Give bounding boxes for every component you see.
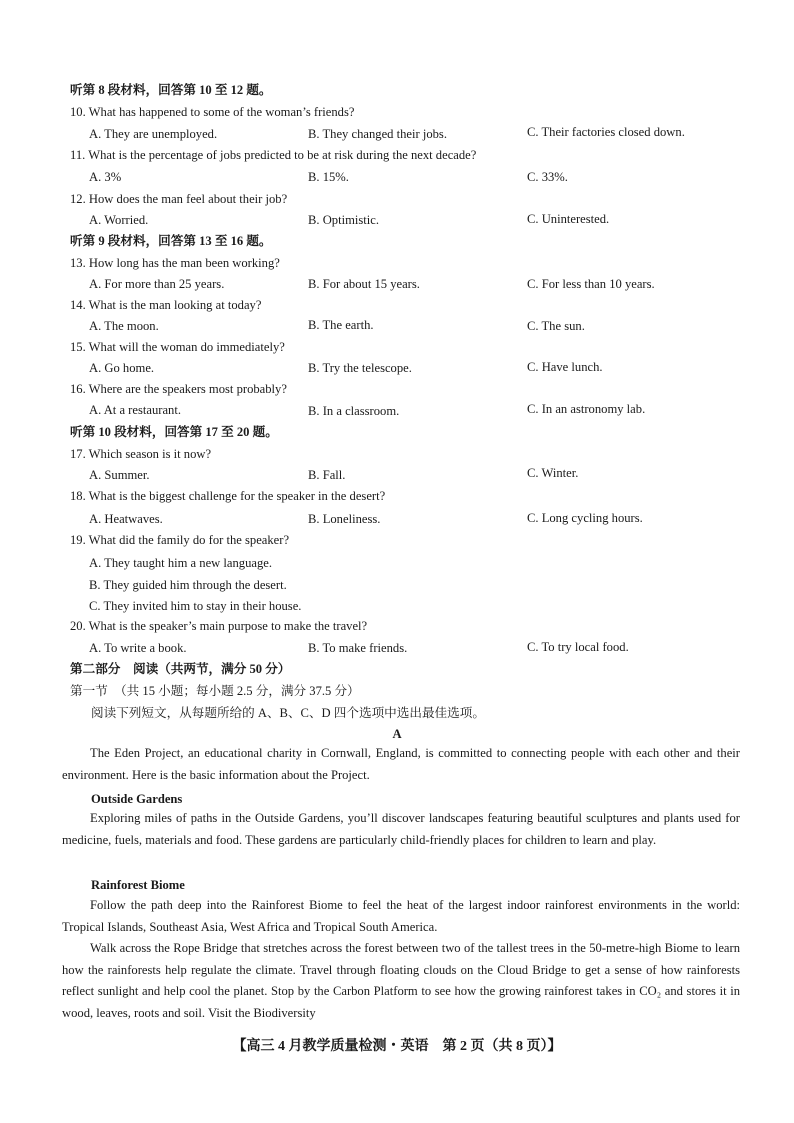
option-14b: B. The earth.	[308, 318, 374, 332]
part-two-heading: 第二部分 阅读（共两节，满分 50 分）	[70, 662, 291, 676]
option-12b: B. Optimistic.	[308, 213, 380, 227]
option-19c: C. They invited him to stay in their house.	[89, 599, 302, 613]
subheading-outside-gardens: Outside Gardens	[91, 792, 183, 806]
reading-instruction: 阅读下列短文，从每题所给的 A、B、C、D 四个选项中选出最佳选项。	[91, 706, 485, 720]
option-14c: C. The sun.	[527, 319, 585, 333]
option-13b: B. For about 15 years.	[308, 277, 420, 291]
option-17a: A. Summer.	[89, 468, 150, 482]
question-11: 11. What is the percentage of jobs predicted to be at risk during the next decade?	[70, 148, 477, 162]
option-11b: B. 15%.	[308, 170, 349, 184]
option-13c: C. For less than 10 years.	[527, 277, 655, 291]
option-15c: C. Have lunch.	[527, 360, 603, 374]
option-10c: C. Their factories closed down.	[527, 125, 685, 139]
option-19a: A. They taught him a new language.	[89, 556, 273, 570]
option-16c: C. In an astronomy lab.	[527, 402, 646, 416]
option-17b: B. Fall.	[308, 468, 346, 482]
section-instruction-10: 听第 10 段材料，回答第 17 至 20 题。	[70, 425, 278, 439]
passage-intro: The Eden Project, an educational charity in Cornwall, England, is committed to connecting people with each other and their environment. Here is the basic information about the Project.	[62, 746, 740, 782]
section-one-heading: 第一节 （共 15 小题；每小题 2.5 分，满分 37.5 分）	[70, 684, 360, 698]
question-13: 13. How long has the man been working?	[70, 256, 280, 270]
option-18c: C. Long cycling hours.	[527, 511, 643, 525]
option-19b: B. They guided him through the desert.	[89, 578, 287, 592]
section-instruction-9: 听第 9 段材料，回答第 13 至 16 题。	[70, 234, 272, 248]
question-12: 12. How does the man feel about their job?	[70, 192, 288, 206]
passage-letter: A	[392, 727, 402, 741]
option-18a: A. Heatwaves.	[89, 512, 163, 526]
option-10a: A. They are unemployed.	[89, 127, 218, 141]
option-20a: A. To write a book.	[89, 641, 187, 655]
option-16b: B. In a classroom.	[308, 404, 400, 418]
option-15a: A. Go home.	[89, 361, 155, 375]
option-16a: A. At a restaurant.	[89, 403, 181, 417]
question-15: 15. What will the woman do immediately?	[70, 340, 285, 354]
option-12a: A. Worried.	[89, 213, 149, 227]
option-18b: B. Loneliness.	[308, 512, 381, 526]
paragraph-rainforest-1: Follow the path deep into the Rainforest Biome to feel the heat of the largest indoor rainforest environments in the world: Tropical Islands, Southeast Asia, West Africa and Tropical South America.	[62, 898, 740, 934]
subheading-rainforest-biome: Rainforest Biome	[91, 878, 185, 892]
option-13a: A. For more than 25 years.	[89, 277, 225, 291]
question-10: 10. What has happened to some of the woman’s friends?	[70, 105, 355, 119]
page-footer: 【高三 4 月教学质量检测・英语 第 2 页（共 8 页）】	[232, 1039, 562, 1054]
question-16: 16. Where are the speakers most probably?	[70, 382, 287, 396]
question-19: 19. What did the family do for the speaker?	[70, 533, 290, 547]
option-10b: B. They changed their jobs.	[308, 127, 447, 141]
section-instruction-8: 听第 8 段材料，回答第 10 至 12 题。	[70, 83, 272, 97]
option-20b: B. To make friends.	[308, 641, 408, 655]
question-20: 20. What is the speaker’s main purpose to make the travel?	[70, 619, 368, 633]
option-11c: C. 33%.	[527, 170, 568, 184]
option-11a: A. 3%	[89, 170, 122, 184]
option-17c: C. Winter.	[527, 466, 579, 480]
option-15b: B. Try the telescope.	[308, 361, 412, 375]
paragraph-rainforest-2: Walk across the Rope Bridge that stretches across the forest between two of the tallest trees in the 50-metre-high Biome to learn how the rainforests help regulate the climate. Travel through floating clouds on the Cloud Bridge to get a sense of how rainforests reflect sunlight and help cool the planet. Stop by the Carbon Platform to see how the growing rainforest takes in CO₂ and stores it in wood, leaves, roots and soil. Visit the Biodiversity	[62, 941, 740, 1020]
paragraph-outside-gardens: Exploring miles of paths in the Outside Gardens, you’ll discover landscapes featuring beautiful sculptures and plants used for medicine, fuels, materials and food. These gardens are particularly child-friendly places for children to learn and play.	[62, 811, 740, 847]
option-14a: A. The moon.	[89, 319, 159, 333]
option-20c: C. To try local food.	[527, 640, 629, 654]
question-17: 17. Which season is it now?	[70, 447, 212, 461]
question-18: 18. What is the biggest challenge for the speaker in the desert?	[70, 489, 386, 503]
question-14: 14. What is the man looking at today?	[70, 298, 262, 312]
option-12c: C. Uninterested.	[527, 212, 610, 226]
